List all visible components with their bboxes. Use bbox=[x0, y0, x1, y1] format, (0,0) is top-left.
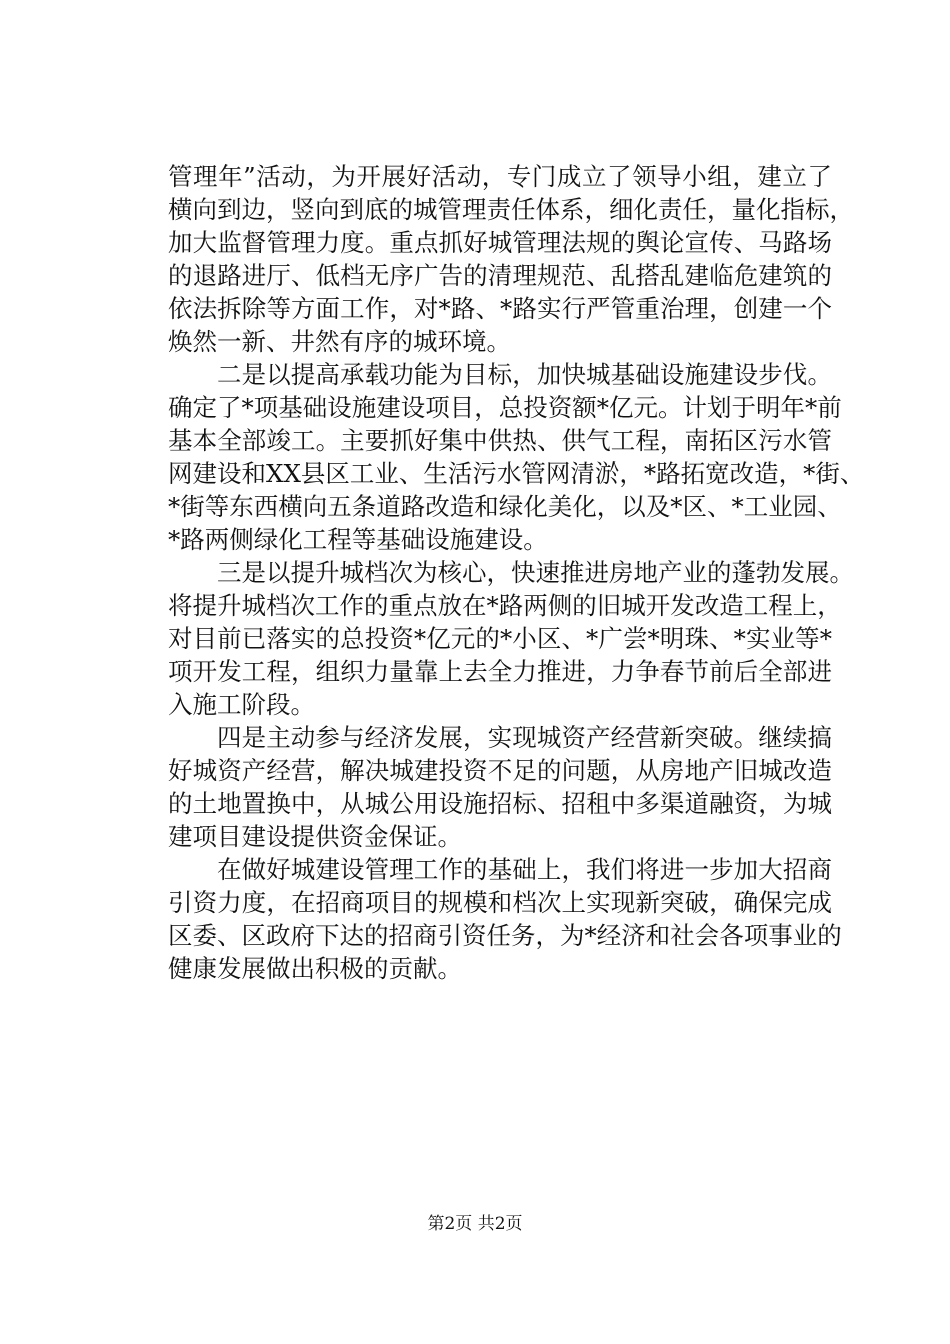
text-line: 入施工阶段。 bbox=[168, 690, 315, 719]
text-line: *街等东西横向五条道路改造和绿化美化，以及*区、*工业园、 bbox=[168, 492, 842, 521]
text-line: 区委、区政府下达的招商引资任务，为*经济和社会各项事业的 bbox=[168, 921, 842, 950]
paragraph-start-line: 二是以提高承载功能为目标，加快城基础设施建设步伐。 bbox=[217, 360, 832, 389]
text-line: 将提升城档次工作的重点放在*路两侧的旧城开发改造工程上， bbox=[168, 591, 842, 620]
text-line: 基本全部竣工。主要抓好集中供热、供气工程，南拓区污水管 bbox=[168, 426, 832, 455]
text-line: 管理年”活动，为开展好活动，专门成立了领导小组，建立了 bbox=[168, 162, 832, 191]
text-line: 项开发工程，组织力量靠上去全力推进，力争春节前后全部进 bbox=[168, 657, 832, 686]
text-line: 横向到边，竖向到底的城管理责任体系，细化责任，量化指标， bbox=[168, 195, 854, 224]
paragraph-start-line: 在做好城建设管理工作的基础上，我们将进一步加大招商 bbox=[217, 855, 832, 884]
text-line: 好城资产经营，解决城建投资不足的问题，从房地产旧城改造 bbox=[168, 756, 832, 785]
document-body bbox=[168, 160, 865, 985]
text-line: 对目前已落实的总投资*亿元的*小区、*广尝*明珠、*实业等* bbox=[168, 624, 832, 653]
page-footer bbox=[0, 1212, 950, 1236]
text-line: 的土地置换中，从城公用设施招标、招租中多渠道融资，为城 bbox=[168, 789, 832, 818]
text-line: 焕然一新、井然有序的城环境。 bbox=[168, 327, 511, 356]
text-line: *路两侧绿化工程等基础设施建设。 bbox=[168, 525, 548, 554]
text-line: 网建设和XX县区工业、生活污水管网清淤，*路拓宽改造，*街、 bbox=[168, 459, 865, 488]
page-number-label: 第2页 共2页 bbox=[427, 1214, 523, 1234]
paragraph-start-line: 四是主动参与经济发展，实现城资产经营新突破。继续搞 bbox=[217, 723, 832, 752]
text-line: 建项目建设提供资金保证。 bbox=[168, 822, 462, 851]
text-line: 加大监督管理力度。重点抓好城管理法规的舆论宣传、马路场 bbox=[168, 228, 832, 257]
text-line: 确定了*项基础设施建设项目，总投资额*亿元。计划于明年*前 bbox=[168, 393, 842, 422]
text-line: 依法拆除等方面工作，对*路、*路实行严管重治理，创建一个 bbox=[168, 294, 832, 323]
text-line: 健康发展做出积极的贡献。 bbox=[168, 954, 462, 983]
text-line: 引资力度，在招商项目的规模和档次上实现新突破，确保完成 bbox=[168, 888, 832, 917]
text-line: 的退路进厅、低档无序广告的清理规范、乱搭乱建临危建筑的 bbox=[168, 261, 832, 290]
paragraph-start-line: 三是以提升城档次为核心，快速推进房地产业的蓬勃发展。 bbox=[217, 558, 854, 587]
